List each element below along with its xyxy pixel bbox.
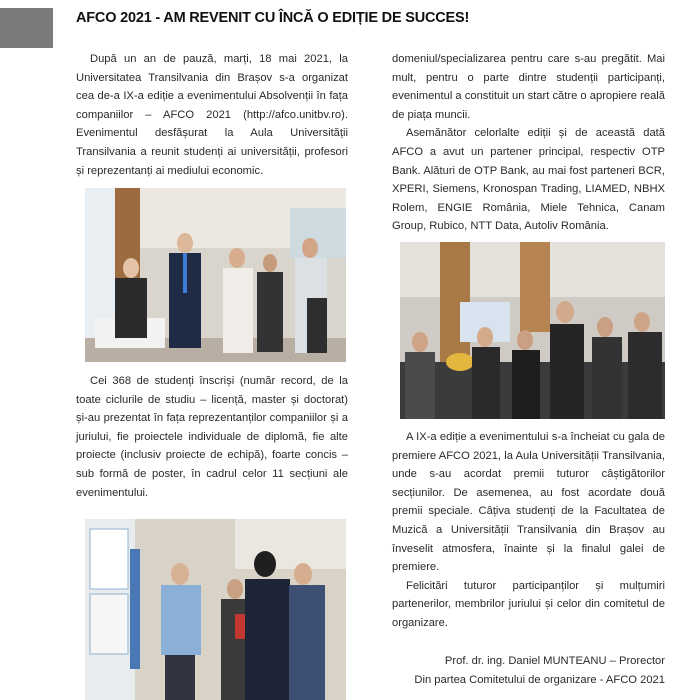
signature-author: Prof. dr. ing. Daniel MUNTEANU – Prorector [444, 655, 665, 667]
paragraph-partners: Asemănător celorlalte ediții și de această dată AFCO a avut un partener principal, respectiv OTP Bank. Alături de OTP Bank, au mai fost parteneri BCR, XPERI, Siemens, Kronospan Trading, LIAMED, NBHX Rolem, ENGIE România, Miele Tehnica, Canam Group, Rubico, NTT Data, Autoliv România. [392, 127, 665, 233]
right-column-bottom [392, 428, 665, 633]
event-photo-posters [85, 519, 346, 700]
signature-committee: Din partea Comitetului de organizare - AFCO 2021 [414, 673, 665, 686]
signature-block [392, 652, 665, 689]
event-photo-gala [400, 242, 665, 419]
paragraph-gala: A IX-a ediție a evenimentului s-a încheiat cu gala de premiere AFCO 2021, la Aula Universității Transilvania, unde s-au acordat premii tuturor câștigătorilor secțiunilor. De asemenea, au fost acordate două premii speciale. Câțiva studenți de la Facultatea de Muzică a Universității Transilvania din Brașov au înveselit atmosfera, înainte și la finalul galei de premiere. [392, 431, 665, 574]
article-title: AFCO 2021 - AM REVENIT CU ÎNCĂ O EDIȚIE DE SUCCES! [76, 10, 470, 26]
left-column-middle [76, 372, 348, 502]
right-column-top [392, 50, 665, 236]
event-photo-jury [85, 188, 346, 362]
paragraph-continuation: domeniul/specializarea pentru care s-au pregătit. Mai mult, pentru o parte dintre studenții participanți, evenimentul a constituit un start către o apropiere reală de piața muncii. [392, 53, 666, 121]
left-column-top [76, 50, 348, 180]
header-tab-decoration [0, 8, 53, 48]
paragraph-students: Cei 368 de studenți înscriși (număr record, de la toate ciclurile de studiu – licență, master și doctorat) și-au prezentat în fața reprezentanților companiilor și a juriului, fie proiectele individuale de diplomă, fie alte proiecte (inclusiv proiecte de echipă), foarte concis – sub formă de poster, în cadrul celor 11 secțiuni ale evenimentului. [76, 375, 348, 499]
paragraph-thanks: Felicitări tuturor participanților și mulțumiri partenerilor, membrilor juriului și celor din comitetul de organizare. [392, 579, 665, 629]
paragraph-intro: După un an de pauză, marți, 18 mai 2021, la Universitatea Transilvania din Brașov s-a organizat cea de-a IX-a ediție a evenimentului Absolvenții în fața companiilor – AFCO 2021 (http://afco.unitbv.ro). Evenimentul desfășurat la Aula Universității Transilvania a reunit studenți ai universității, profesori și reprezentanți ai mediului economic. [76, 53, 348, 177]
